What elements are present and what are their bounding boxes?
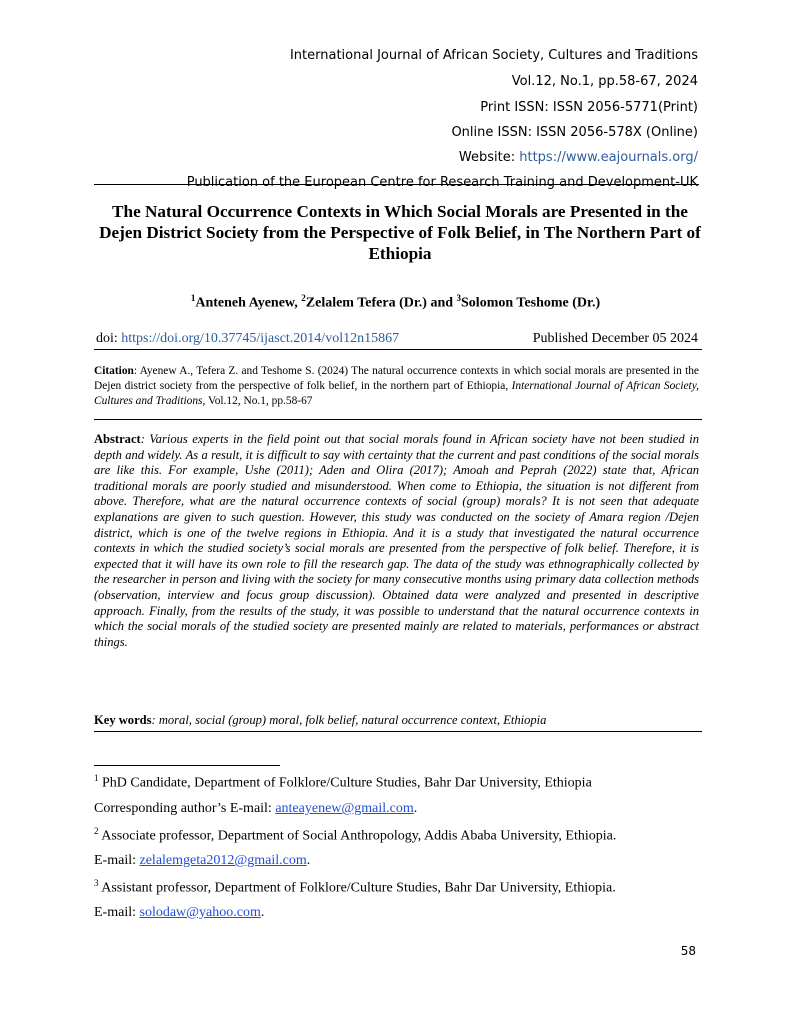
author-list: [0, 293, 791, 312]
abstract-text: : Various experts in the field point out that social morals found in African society have not been studied in depth and widely. As a result, it is difficult to say with certainty that the current and past conditions of the social morals are like this. For example, Ushe (2011); Aden and Olira (2017); Amoah and Peprah (2022) state that, African traditional morals are poorly studied and misunderstood. When come to Ethiopia, the situation is not different from above. Therefore, what are the natural occurrence contexts of social (group) morals? It is not seen that adequate explanations are given to such question. However, this study was conducted on the society of Amara region /Dejen district, which is one of the twelve regions in Ethiopia. And it is a study that investigated the natural occurrence contexts in which the studied society’s social morals are presented from the perspective of folk belief. Therefore, it is expected that it will have its own role to fill the research gap. The data of the study was ethnographically collected by the researcher in person and living with the society for many consecutive months using primary data collection methods (observation, interview and focus group discussion). Obtained data were analyzed and presented in descriptive approach. Finally, from the results of the study, it was possible to understand that the natural occurrence contexts in which the social morals of the studied society are presented mainly are related to materials, performances or abstract things.: [94, 432, 699, 649]
footnote-3-text: Assistant professor, Department of Folklore/Culture Studies, Bahr Dar University, Ethiopia.: [98, 880, 616, 896]
footnote-3-marker: 3: [94, 878, 99, 888]
author-2: Zelalem Tefera (Dr.) and: [305, 295, 457, 311]
author-2-marker: 2: [301, 293, 306, 303]
footnote-2-text: Associate professor, Department of Social Anthropology, Addis Ababa University, Ethiopia.: [98, 828, 617, 844]
volume-info: Vol.12, No.1, pp.58-67, 2024: [511, 74, 698, 89]
citation-rule: [94, 419, 702, 420]
author-3-marker: 3: [456, 293, 462, 303]
footnote-1-period: .: [413, 801, 418, 816]
doi-label: doi:: [96, 331, 122, 346]
website-line: [459, 150, 698, 165]
keywords-label: Key words: [94, 713, 152, 727]
doi-line: [96, 331, 399, 347]
footnote-1-email-line: [94, 801, 417, 817]
author-1: Anteneh Ayenew,: [195, 295, 302, 311]
footnote-3: [94, 878, 616, 897]
journal-name: International Journal of African Society, Cultures and Traditions: [289, 48, 698, 63]
footnote-3-email-link[interactable]: solodaw@yahoo.com: [139, 905, 261, 920]
footnote-1-marker: 1: [94, 773, 99, 783]
published-date: Published December 05 2024: [532, 331, 698, 346]
website-label: Website:: [458, 150, 520, 165]
citation-journal: International Journal of African Society, Cultures and Traditions: [94, 380, 699, 407]
page-number: 58: [680, 944, 696, 958]
footnote-3-email-line: [94, 905, 264, 921]
author-1-marker: 1: [190, 293, 196, 303]
citation-label: Citation: [94, 365, 134, 377]
print-issn: Print ISSN: ISSN 2056-5771(Print): [480, 100, 698, 115]
abstract-label: Abstract: [94, 432, 141, 446]
author-3: Solomon Teshome (Dr.): [461, 295, 601, 311]
online-issn: Online ISSN: ISSN 2056-578X (Online): [451, 125, 698, 140]
citation-text: : Ayenew A., Tefera Z. and Teshome S. (2024) The natural occurrence contexts in which social morals are presented in the Dejen district society from the perspective of folk belief, in the northern part of Ethiopia,: [94, 365, 699, 392]
doi-rule: [94, 349, 702, 350]
footnote-1-email-label: Corresponding author’s E-mail:: [94, 801, 276, 816]
publisher-line: Publication of the European Centre for Research Training and Development-UK: [186, 175, 698, 190]
footnote-1-email-link[interactable]: anteayenew@gmail.com: [275, 801, 414, 816]
footnote-3-email-label: E-mail:: [94, 905, 140, 920]
keywords-rule: [94, 731, 702, 732]
footnote-2-email-label: E-mail:: [94, 853, 140, 868]
footnote-separator: [94, 765, 280, 766]
doi-link[interactable]: https://doi.org/10.37745/ijasct.2014/vol12n15867: [121, 331, 400, 346]
footnote-1: [94, 773, 592, 792]
footnote-2: [94, 826, 616, 845]
footnote-2-email-link[interactable]: zelalemgeta2012@gmail.com: [139, 853, 307, 868]
citation-block: [94, 364, 699, 409]
website-link[interactable]: https://www.eajournals.org/: [519, 150, 698, 165]
keywords-line: [94, 713, 704, 728]
footnote-3-period: .: [260, 905, 265, 920]
paper-title: The Natural Occurrence Contexts in Which Social Morals are Presented in the Dejen District Society from the Perspective of Folk Belief, in The Northern Part of Ethiopia: [99, 202, 701, 263]
citation-tail: , Vol.12, No.1, pp.58-67: [202, 395, 313, 407]
footnote-2-period: .: [306, 853, 311, 868]
keywords-text: : moral, social (group) moral, folk belief, natural occurrence context, Ethiopia: [151, 713, 547, 727]
footnote-1-text: PhD Candidate, Department of Folklore/Culture Studies, Bahr Dar University, Ethiopia: [98, 775, 592, 791]
footnote-2-email-line: [94, 853, 310, 869]
footnote-2-marker: 2: [94, 826, 99, 836]
abstract-block: [94, 432, 699, 650]
